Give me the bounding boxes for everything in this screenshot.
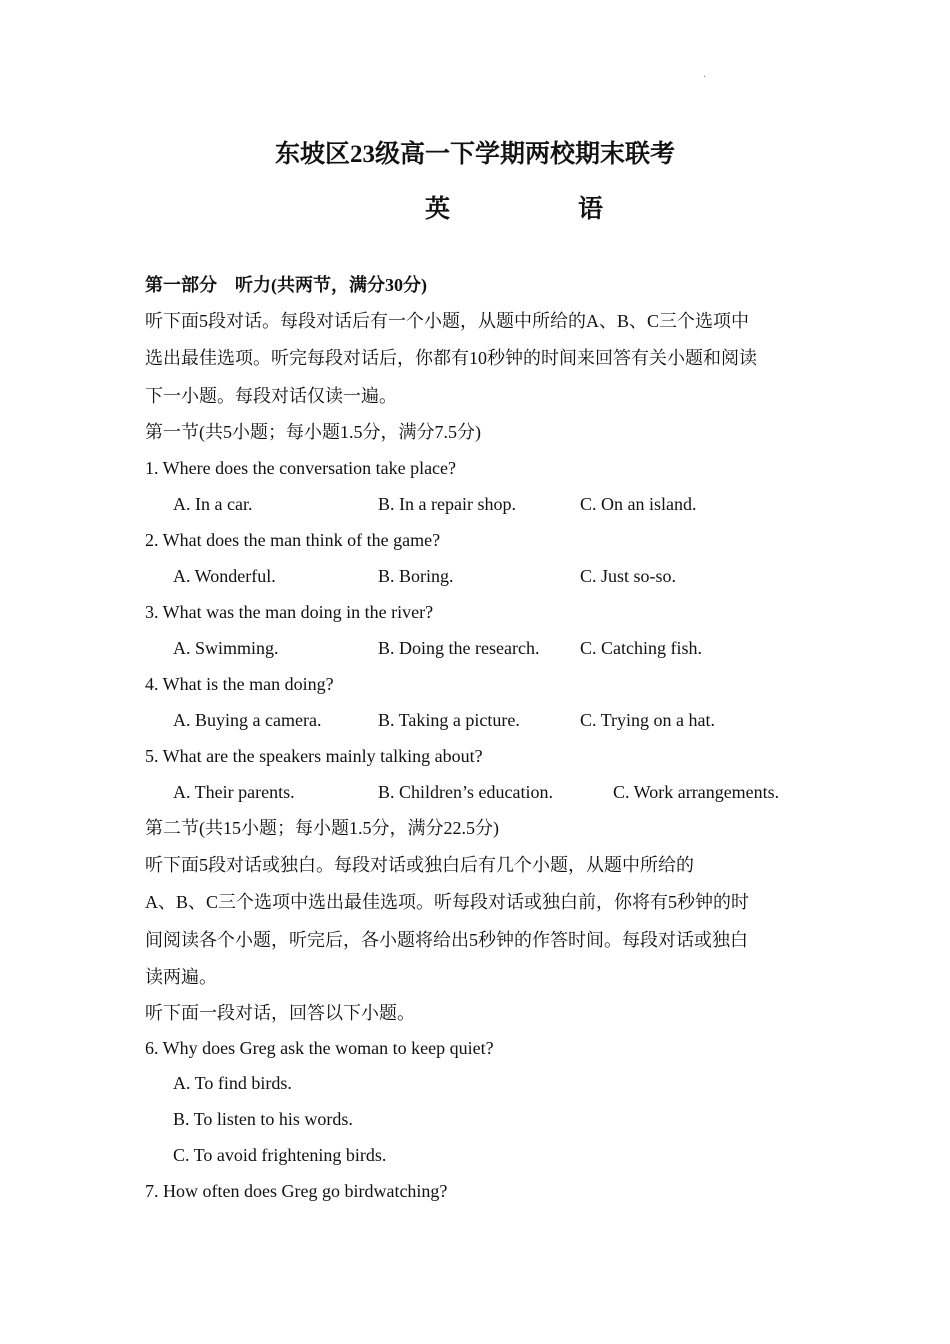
subject-right: 语 — [578, 196, 604, 223]
subject-left: 英 — [425, 196, 451, 223]
option-c: C. Just so-so. — [580, 566, 677, 586]
option-c: C. Catching fish. — [580, 638, 702, 658]
question-text: 6. Why does Greg ask the woman to keep quiet? — [145, 1038, 494, 1058]
dialogue-intro: 听下面一段对话，回答以下小题。 — [145, 1003, 415, 1023]
question-text: 1. Where does the conversation take place? — [145, 458, 457, 478]
section1-heading: 第一节(共5小题；每小题1.5分，满分7.5分) — [145, 422, 481, 442]
instruction-line: 间阅读各个小题，听完后，各小题将给出5秒钟的作答时间。每段对话或独白 — [145, 930, 748, 950]
question-text: 5. What are the speakers mainly talking about? — [145, 746, 483, 766]
option-b: B. In a repair shop. — [378, 494, 516, 514]
instruction-line: A、B、C三个选项中选出最佳选项。听每段对话或独白前，你将有5秒钟的时 — [145, 892, 750, 912]
option-c: C. On an island. — [580, 494, 697, 514]
instruction-line: 读两遍。 — [145, 967, 217, 987]
option-b: B. To listen to his words. — [173, 1109, 353, 1129]
exam-title: 东坡区23级高一下学期两校期末联考 — [274, 141, 675, 168]
part1-heading: 第一部分 听力(共两节，满分30分) — [145, 275, 427, 295]
question-text: 3. What was the man doing in the river? — [145, 602, 434, 622]
option-a: A. Wonderful. — [173, 566, 276, 586]
question-text: 7. How often does Greg go birdwatching? — [145, 1181, 448, 1201]
option-b: B. Doing the research. — [378, 638, 540, 658]
option-b: B. Children’s education. — [378, 782, 553, 802]
option-c: C. To avoid frightening birds. — [173, 1145, 387, 1165]
option-b: B. Boring. — [378, 566, 454, 586]
instruction-line: 听下面5段对话。每段对话后有一个小题，从题中所给的A、B、C三个选项中 — [145, 311, 750, 331]
instruction-line: 选出最佳选项。听完每段对话后，你都有10秒钟的时间来回答有关小题和阅读 — [145, 348, 757, 368]
option-c: C. Work arrangements. — [613, 782, 780, 802]
option-b: B. Taking a picture. — [378, 710, 520, 730]
header-mark: · — [703, 72, 707, 83]
section2-heading: 第二节(共15小题；每小题1.5分，满分22.5分) — [145, 818, 499, 838]
option-a: A. Buying a camera. — [173, 710, 322, 730]
option-c: C. Trying on a hat. — [580, 710, 716, 730]
option-a: A. In a car. — [173, 494, 253, 514]
instruction-line: 下一小题。每段对话仅读一遍。 — [145, 386, 397, 406]
instruction-line: 听下面5段对话或独白。每段对话或独白后有几个小题，从题中所给的 — [145, 855, 694, 875]
option-a: A. Swimming. — [173, 638, 279, 658]
question-text: 4. What is the man doing? — [145, 674, 334, 694]
option-a: A. To find birds. — [173, 1073, 292, 1093]
question-text: 2. What does the man think of the game? — [145, 530, 441, 550]
option-a: A. Their parents. — [173, 782, 295, 802]
